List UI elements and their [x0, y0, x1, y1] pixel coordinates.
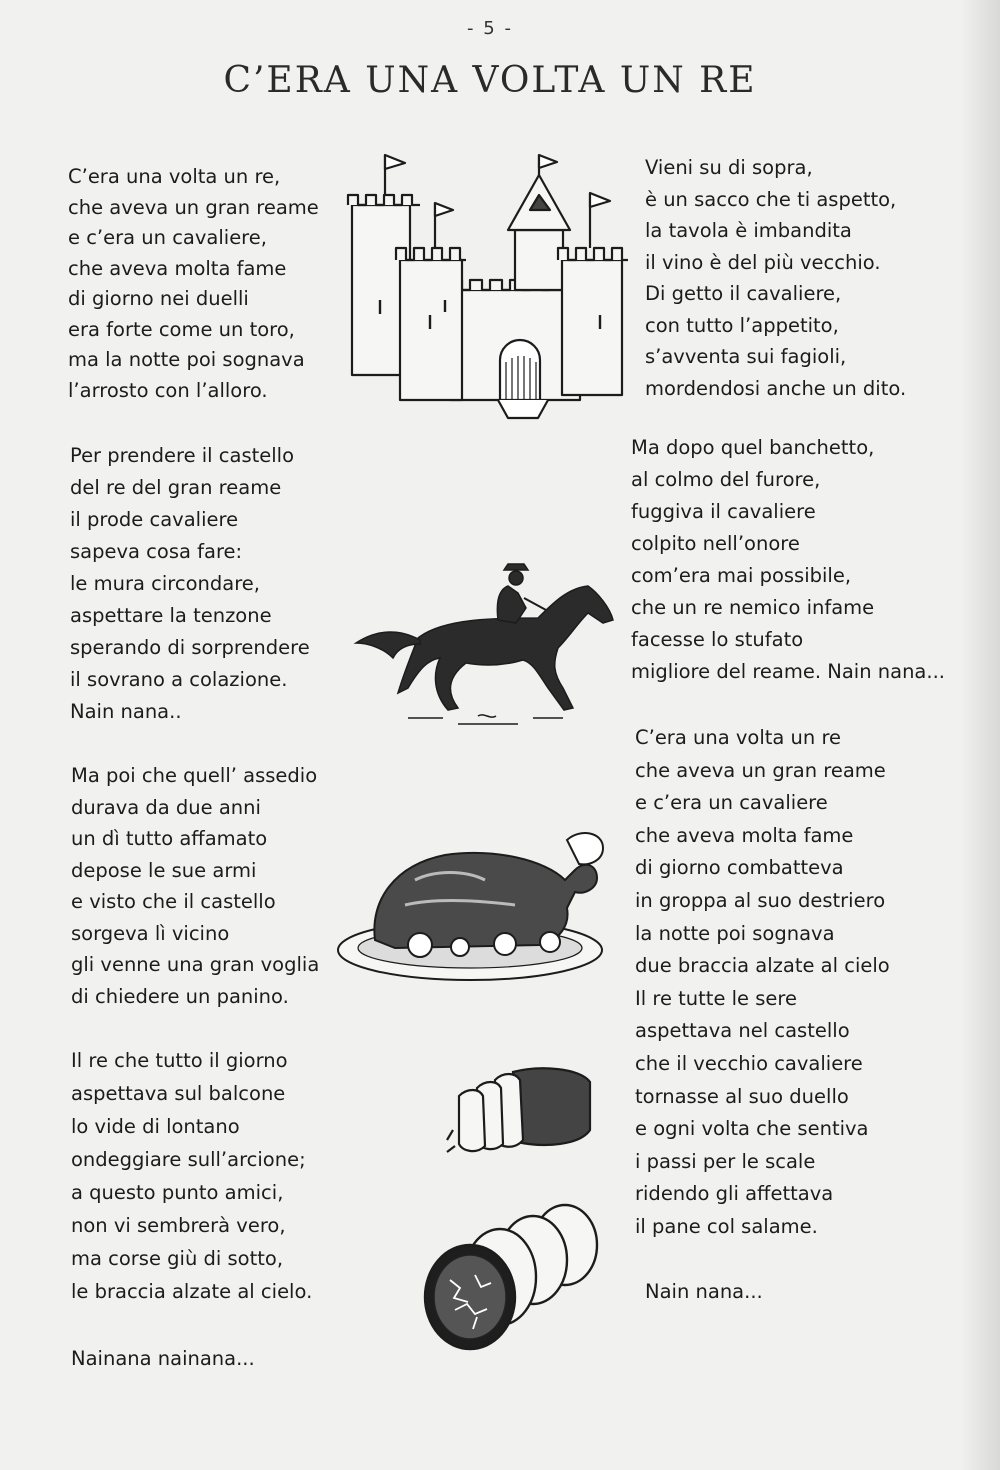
poem-line: del re del gran reame — [70, 476, 282, 499]
bread-loaf-illustration — [445, 1060, 600, 1160]
left-stanza-4 — [71, 1044, 312, 1308]
left-stanza-3 — [71, 760, 319, 1012]
poem-line: il pane col salame. — [635, 1214, 818, 1238]
poem-line: Ma dopo quel banchetto, — [631, 436, 875, 459]
poem-line: com’era mai possibile, — [631, 564, 852, 587]
poem-line: Nain nana... — [645, 1280, 763, 1303]
poem-line: le braccia alzate al cielo. — [71, 1280, 313, 1303]
poem-line: al colmo del furore, — [631, 468, 821, 491]
poem-line: sapeva cosa fare: — [70, 540, 243, 563]
page-title: C’ERA UNA VOLTA UN RE — [223, 60, 757, 101]
poem-line: che un re nemico infame — [631, 596, 875, 619]
right-stanza-3 — [635, 722, 890, 1244]
poem-line: aspettare la tenzone — [70, 604, 272, 627]
poem-line: che aveva un gran reame — [68, 195, 319, 219]
poem-line: i passi per le scale — [635, 1149, 816, 1173]
poem-line: Vieni su di sopra, — [645, 156, 813, 179]
poem-line: depose le sue armi — [71, 858, 257, 882]
poem-line: di giorno nei duelli — [68, 287, 249, 310]
poem-line: un dì tutto affamato — [71, 827, 268, 850]
poem-line: Per prendere il castello — [70, 444, 295, 467]
poem-line: gli venne una gran voglia — [71, 953, 320, 976]
poem-line: che aveva un gran reame — [635, 758, 886, 782]
roast-platter-illustration — [335, 810, 610, 990]
salami-illustration — [415, 1195, 610, 1355]
poem-line: C’era una volta un re, — [68, 165, 281, 188]
poem-line: in groppa al suo destriero — [635, 888, 886, 912]
poem-line: che aveva molta fame — [635, 823, 854, 847]
poem-line: il vino è del più vecchio. — [645, 250, 881, 274]
page-edge-shadow — [960, 0, 1000, 1470]
poem-line: Il re che tutto il giorno — [71, 1049, 288, 1072]
poem-line: Il re tutte le sere — [635, 986, 797, 1010]
poem-line: e c’era un cavaliere, — [68, 226, 267, 249]
right-stanza-2 — [631, 432, 945, 688]
poem-line: di chiedere un panino. — [71, 984, 289, 1008]
poem-line: è un sacco che ti aspetto, — [645, 187, 897, 211]
poem-line: aspettava sul balcone — [71, 1082, 286, 1105]
poem-line: era forte come un toro, — [68, 317, 295, 341]
left-stanza-2 — [70, 440, 310, 728]
poem-line: il sovrano a colazione. — [70, 668, 288, 691]
horse-rider-illustration — [348, 548, 618, 738]
poem-line: ondeggiare sull’arcione; — [71, 1148, 306, 1171]
poem-line: ma corse giù di sotto, — [71, 1247, 284, 1270]
poem-line: C’era una volta un re — [635, 726, 842, 749]
poem-line: mordendosi anche un dito. — [645, 376, 907, 400]
poem-line: di giorno combatteva — [635, 856, 844, 880]
poem-line: il prode cavaliere — [70, 508, 239, 531]
poem-line: con tutto l’appetito, — [645, 313, 839, 337]
right-stanza-1 — [645, 152, 906, 404]
page-number: - 5 - — [467, 18, 513, 39]
poem-line: Nain nana.. — [70, 700, 182, 723]
poem-line: colpito nell’onore — [631, 532, 800, 555]
poem-line: migliore del reame. Nain nana... — [631, 660, 945, 683]
poem-line: ma la notte poi sognava — [68, 348, 305, 371]
poem-line: e c’era un cavaliere — [635, 791, 828, 815]
poem-line: Ma poi che quell’ assedio — [71, 764, 318, 787]
poem-line: ridendo gli affettava — [635, 1182, 834, 1206]
poem-line: Di getto il cavaliere, — [645, 282, 842, 305]
poem-line: s’avventa sui fagioli, — [645, 345, 847, 368]
poem-line: e visto che il castello — [71, 890, 276, 913]
poem-line: aspettava nel castello — [635, 1019, 850, 1043]
poem-line: che aveva molta fame — [68, 256, 287, 280]
poem-line: fuggiva il cavaliere — [631, 500, 816, 523]
poem-line: che il vecchio cavaliere — [635, 1051, 863, 1075]
poem-line: tornasse al suo duello — [635, 1084, 849, 1108]
poem-line: a questo punto amici, — [71, 1181, 284, 1204]
poem-line: la notte poi sognava — [635, 921, 835, 945]
poem-line: e ogni volta che sentiva — [635, 1117, 869, 1141]
right-stanza-4 — [645, 1276, 763, 1308]
castle-illustration — [340, 150, 630, 420]
poem-line: sorgeva lì vicino — [71, 921, 230, 945]
poem-line: non vi sembrerà vero, — [71, 1214, 286, 1237]
poem-line: lo vide di lontano — [71, 1115, 240, 1138]
poem-line: sperando di sorprendere — [70, 636, 310, 659]
poem-line: la tavola è imbandita — [645, 219, 852, 242]
left-stanza-5 — [71, 1343, 255, 1375]
left-stanza-1 — [68, 162, 319, 406]
poem-line: due braccia alzate al cielo — [635, 954, 890, 978]
poem-line: Nainana nainana... — [71, 1347, 255, 1370]
poem-line: l’arrosto con l’alloro. — [68, 378, 268, 402]
poem-line: le mura circondare, — [70, 572, 260, 595]
poem-line: durava da due anni — [71, 795, 261, 819]
poem-line: facesse lo stufato — [631, 628, 804, 651]
